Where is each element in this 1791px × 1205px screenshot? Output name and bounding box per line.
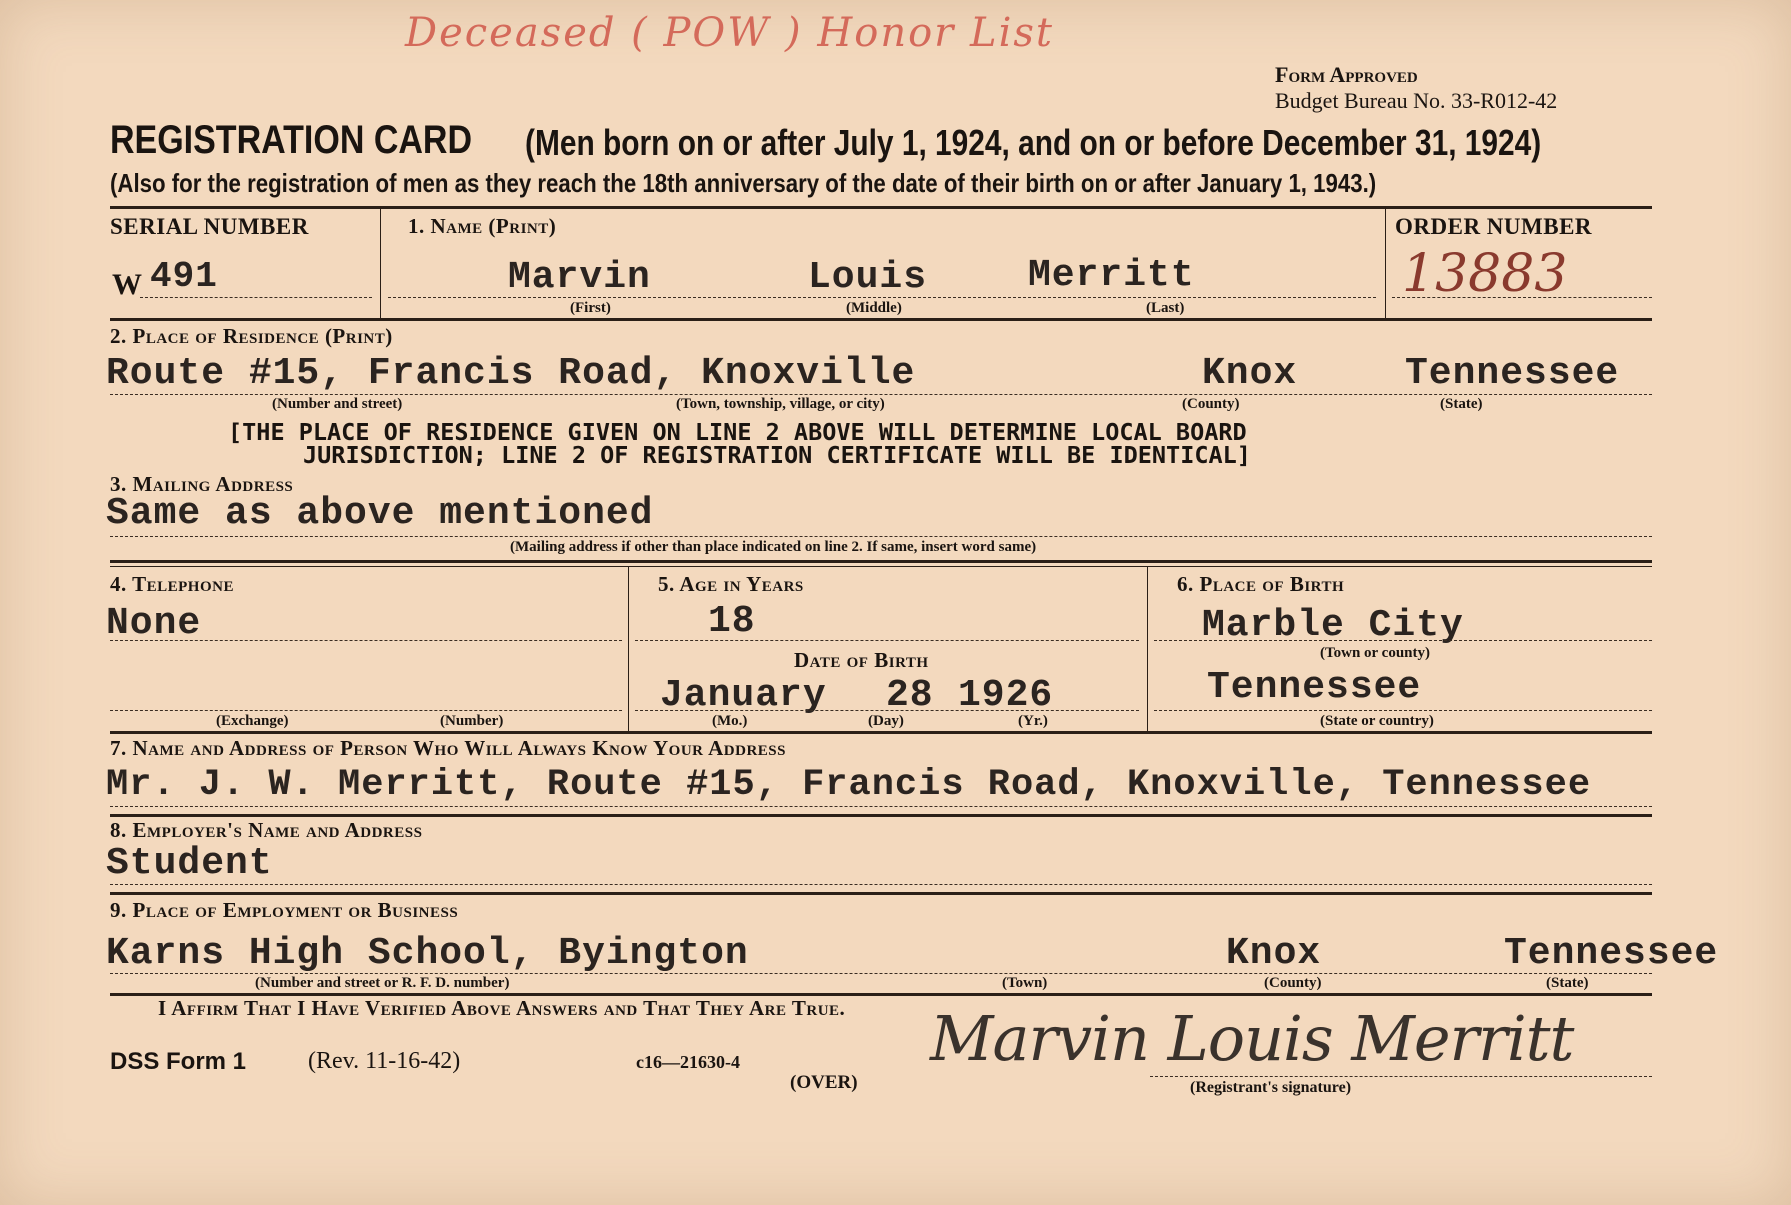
residence-notice-1: [THE PLACE OF RESIDENCE GIVEN ON LINE 2 ABOVE WILL DETERMINE LOCAL BOARD [228, 418, 1247, 446]
birth-town-caption: (Town or county) [1320, 645, 1431, 661]
first-name: Marvin [508, 256, 651, 299]
order-number-label: ORDER NUMBER [1395, 214, 1593, 239]
day-caption: (Day) [868, 713, 904, 729]
employment-county: Knox [1226, 932, 1322, 975]
print-code: c16—21630-4 [636, 1052, 740, 1072]
birth-month: January [660, 674, 827, 717]
form-revision: (Rev. 11-16-42) [308, 1048, 461, 1074]
contact-value: Mr. J. W. Merritt, Route #15, Francis Road, Knoxville, Tennessee [106, 764, 1592, 806]
mailing-address-value: Same as above mentioned [106, 492, 654, 535]
handwritten-annotation: Deceased ( POW ) Honor List [405, 10, 1054, 56]
signature-caption: (Registrant's signature) [1190, 1079, 1352, 1096]
serial-prefix: W [112, 268, 142, 301]
employment-state: Tennessee [1504, 932, 1719, 975]
place-of-birth-label: 6. Place of Birth [1177, 572, 1345, 596]
employment-town-caption: (Town) [1002, 975, 1048, 991]
middle-name: Louis [808, 256, 928, 299]
employer-label: 8. Employer's Name and Address [110, 818, 423, 842]
employment-state-caption: (State) [1546, 975, 1589, 991]
employer-value: Student [106, 842, 273, 885]
budget-bureau-number: Budget Bureau No. 33-R012-42 [1275, 88, 1558, 113]
residence-county: Knox [1202, 352, 1298, 395]
telephone-value: None [106, 602, 202, 645]
residence-street-caption: (Number and street) [272, 396, 403, 412]
number-caption: (Number) [440, 713, 504, 729]
residence-county-caption: (County) [1182, 396, 1240, 412]
birth-year: 1926 [958, 674, 1054, 717]
form-approved-label: Form Approved [1275, 62, 1418, 87]
birth-town: Marble City [1202, 604, 1464, 647]
residence-state-caption: (State) [1440, 396, 1483, 412]
age-value: 18 [708, 600, 756, 643]
card-subtitle-2: (Also for the registration of men as they reach the 18th anniversary of the date of their birth on or after January 1, 1943.) [110, 168, 1377, 198]
birth-state: Tennessee [1207, 666, 1422, 709]
residence-town-caption: (Town, township, village, or city) [676, 396, 885, 412]
mailing-address-label: 3. Mailing Address [110, 472, 294, 496]
residence-street: Route #15, Francis Road, Knoxville [106, 352, 916, 395]
last-name: Merritt [1028, 254, 1195, 297]
birth-state-caption: (State or country) [1320, 713, 1434, 729]
over-label: (OVER) [790, 1072, 858, 1093]
employment-county-caption: (County) [1264, 975, 1322, 991]
first-caption: (First) [570, 300, 611, 316]
employment-street: Karns High School, Byington [106, 932, 749, 975]
exchange-caption: (Exchange) [216, 713, 289, 729]
order-number-value: 13883 [1402, 244, 1568, 304]
age-label: 5. Age in Years [658, 572, 804, 596]
contact-label: 7. Name and Address of Person Who Will Always Know Your Address [110, 736, 786, 760]
card-subtitle: (Men born on or after July 1, 1924, and on or before December 31, 1924) [525, 122, 1542, 163]
name-label: 1. Name (Print) [408, 214, 557, 238]
affirmation-statement: I Affirm That I Have Verified Above Answers and That They Are True. [158, 996, 846, 1020]
serial-number-value: 491 [150, 256, 218, 297]
residence-notice-2: JURISDICTION; LINE 2 OF REGISTRATION CERTIFICATE WILL BE IDENTICAL] [303, 441, 1251, 469]
serial-number-label: SERIAL NUMBER [110, 214, 309, 239]
middle-caption: (Middle) [846, 300, 902, 316]
employment-label: 9. Place of Employment or Business [110, 898, 459, 922]
year-caption: (Yr.) [1018, 713, 1048, 729]
telephone-label: 4. Telephone [110, 572, 234, 596]
month-caption: (Mo.) [712, 713, 748, 729]
form-number: DSS Form 1 [110, 1048, 247, 1075]
birth-day: 28 [886, 674, 934, 717]
card-title: REGISTRATION CARD [110, 118, 473, 162]
date-of-birth-label: Date of Birth [794, 648, 929, 672]
employment-street-caption: (Number and street or R. F. D. number) [255, 975, 510, 991]
residence-label: 2. Place of Residence (Print) [110, 324, 393, 348]
last-caption: (Last) [1146, 300, 1185, 316]
registrant-signature: Marvin Louis Merritt [930, 1002, 1574, 1075]
residence-state: Tennessee [1405, 352, 1620, 395]
mailing-address-caption: (Mailing address if other than place indicated on line 2. If same, insert word same) [510, 539, 1037, 555]
